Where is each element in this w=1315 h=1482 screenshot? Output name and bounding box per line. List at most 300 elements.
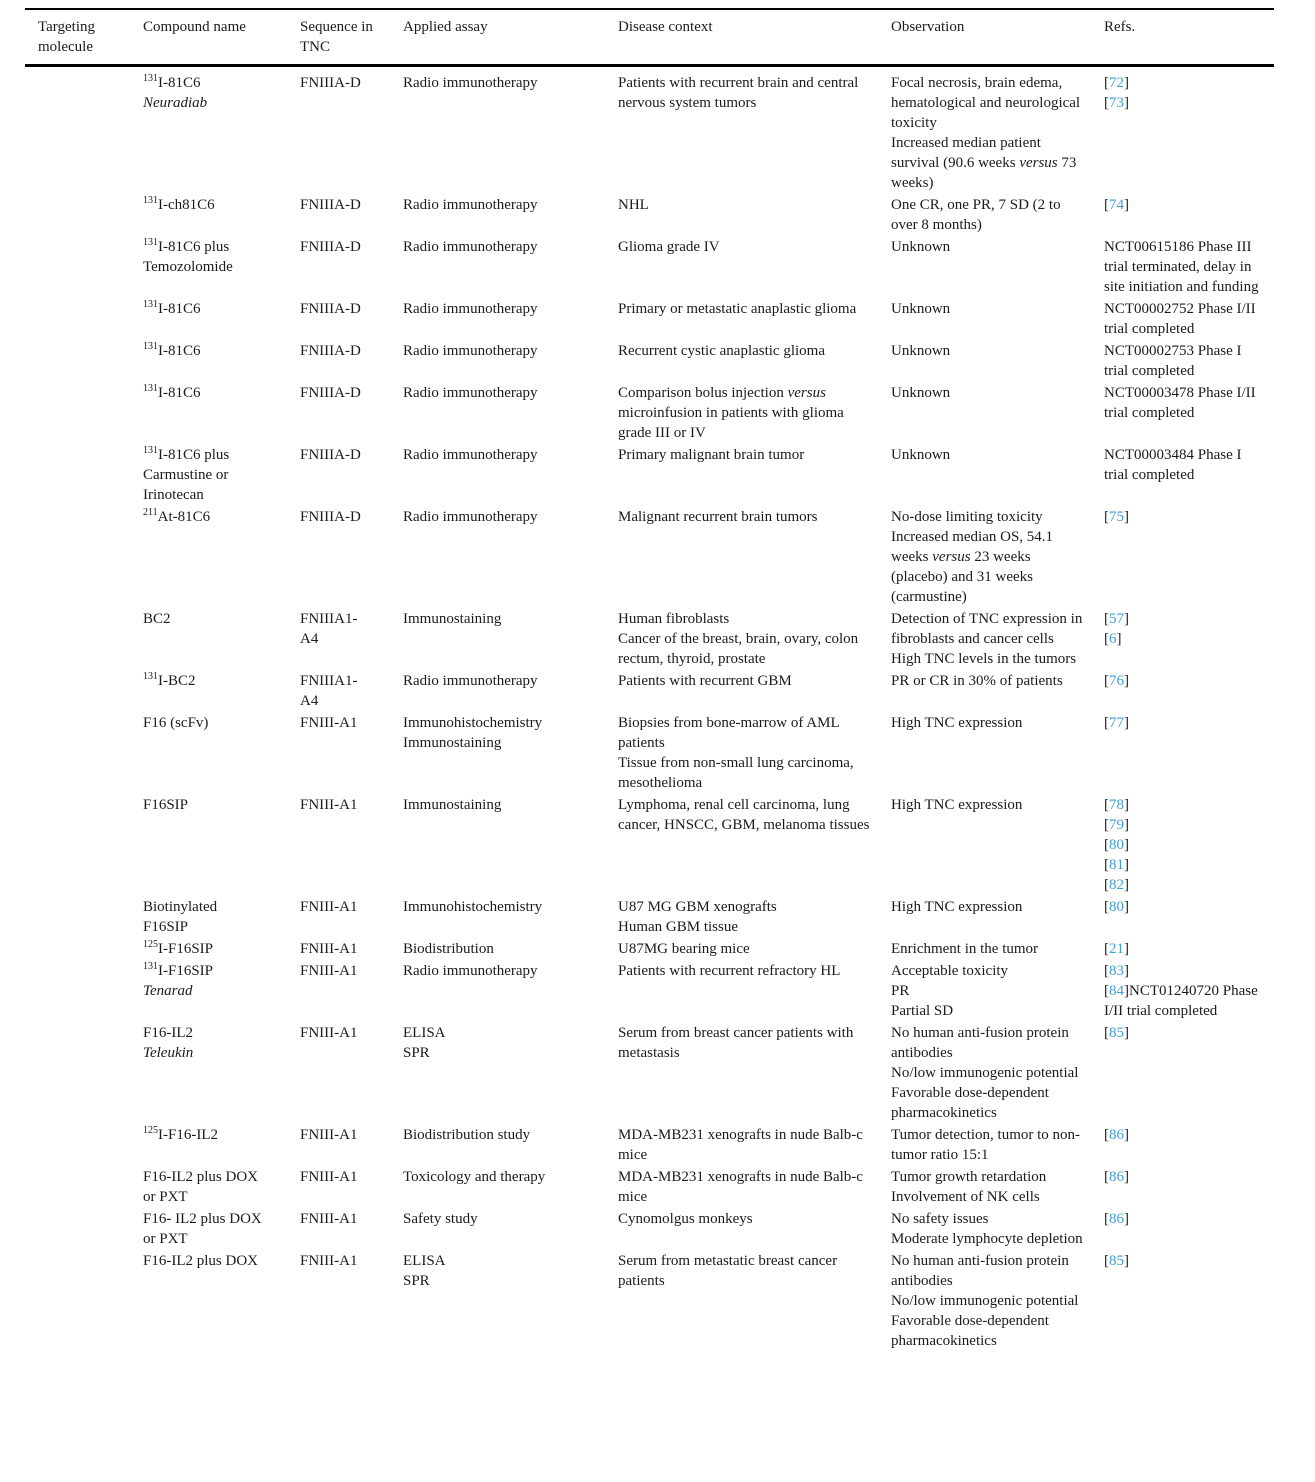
cell-disease bbox=[618, 1167, 891, 1209]
cell-line: Detection of TNC expression in fibroblasts and cancer cells bbox=[891, 611, 1083, 647]
cell-refs bbox=[1104, 195, 1274, 237]
cell-line: Recurrent cystic anaplastic glioma bbox=[618, 343, 826, 359]
cell-sequence bbox=[300, 609, 403, 671]
cell-observation bbox=[891, 713, 1104, 795]
ref-link[interactable]: 84 bbox=[1109, 983, 1124, 999]
ref-link[interactable]: 86 bbox=[1109, 1127, 1124, 1143]
cell-line: One CR, one PR, 7 SD (2 to over 8 months) bbox=[891, 197, 1061, 233]
table-row bbox=[25, 445, 1274, 507]
cell-observation bbox=[891, 299, 1104, 341]
cell-targeting bbox=[25, 671, 143, 713]
table-row bbox=[25, 1209, 1274, 1251]
cell-line: F16-IL2 plus DOX bbox=[143, 1169, 258, 1185]
cell-compound bbox=[143, 66, 300, 196]
cell-line: FNIII-A1 bbox=[300, 1169, 358, 1185]
cell-line: Immunostaining bbox=[403, 735, 502, 751]
cell-line: Primary malignant brain tumor bbox=[618, 447, 805, 463]
cell-line: F16 (scFv) bbox=[143, 715, 209, 731]
cell-line: [75] bbox=[1104, 509, 1129, 525]
cell-targeting bbox=[25, 237, 143, 299]
ref-link[interactable]: 21 bbox=[1109, 941, 1124, 957]
cell-disease bbox=[618, 961, 891, 1023]
cell-line: Radio immunotherapy bbox=[403, 447, 538, 463]
cell-targeting bbox=[25, 1209, 143, 1251]
cell-disease bbox=[618, 1251, 891, 1353]
cell-line: Favorable dose-dependent pharmacokinetics bbox=[891, 1085, 1049, 1121]
cell-disease bbox=[618, 713, 891, 795]
cell-targeting bbox=[25, 1167, 143, 1209]
cell-sequence bbox=[300, 299, 403, 341]
cell-line: Biotinylated bbox=[143, 899, 218, 915]
cell-targeting bbox=[25, 609, 143, 671]
ref-link[interactable]: 86 bbox=[1109, 1169, 1124, 1185]
cell-line: Serum from metastatic breast cancer patients bbox=[618, 1253, 838, 1289]
cell-line: Tumor detection, tumor to non-tumor ratio 15:1 bbox=[891, 1127, 1081, 1163]
cell-line: U87MG bearing mice bbox=[618, 941, 750, 957]
cell-line: A4 bbox=[300, 631, 319, 647]
cell-line: [79] bbox=[1104, 817, 1129, 833]
cell-observation bbox=[891, 1251, 1104, 1353]
table-row bbox=[25, 66, 1274, 196]
ref-link[interactable]: 81 bbox=[1109, 857, 1124, 873]
cell-compound bbox=[143, 1125, 300, 1167]
cell-line: Biodistribution study bbox=[403, 1127, 531, 1143]
cell-line: Biopsies from bone-marrow of AML patients bbox=[618, 715, 840, 751]
column-header-disease-context: Disease context bbox=[618, 9, 891, 66]
cell-line: NCT00003478 Phase I/II trial completed bbox=[1104, 385, 1256, 421]
table-row bbox=[25, 961, 1274, 1023]
ref-link[interactable]: 6 bbox=[1109, 631, 1117, 647]
cell-line: FNIIIA-D bbox=[300, 447, 361, 463]
table-row bbox=[25, 939, 1274, 961]
cell-compound bbox=[143, 507, 300, 609]
cell-assay bbox=[403, 939, 618, 961]
cell-line: Tissue from non-small lung carcinoma, mesothelioma bbox=[618, 755, 854, 791]
cell-refs bbox=[1104, 237, 1274, 299]
cell-line: Unknown bbox=[891, 301, 951, 317]
cell-line: Focal necrosis, brain edema, hematological and neurological toxicity bbox=[891, 75, 1081, 131]
cell-line: Radio immunotherapy bbox=[403, 963, 538, 979]
cell-line: FNIII-A1 bbox=[300, 1025, 358, 1041]
cell-observation bbox=[891, 383, 1104, 445]
cell-observation bbox=[891, 1023, 1104, 1125]
cell-targeting bbox=[25, 713, 143, 795]
cell-sequence bbox=[300, 1209, 403, 1251]
table-row bbox=[25, 237, 1274, 299]
ref-link[interactable]: 80 bbox=[1109, 837, 1124, 853]
cell-line: [86] bbox=[1104, 1211, 1129, 1227]
cell-targeting bbox=[25, 341, 143, 383]
cell-line: $^{131}$I-81C6 bbox=[143, 73, 201, 91]
cell-sequence bbox=[300, 1251, 403, 1353]
ref-link[interactable]: 72 bbox=[1109, 75, 1124, 91]
cell-line: NCT00002752 Phase I/II trial completed bbox=[1104, 301, 1256, 337]
cell-line: Involvement of NK cells bbox=[891, 1189, 1040, 1205]
cell-line: NHL bbox=[618, 197, 649, 213]
cell-line: F16-IL2 bbox=[143, 1025, 193, 1041]
cell-line: Lymphoma, renal cell carcinoma, lung cancer, HNSCC, GBM, melanoma tissues bbox=[618, 797, 870, 833]
cell-refs bbox=[1104, 609, 1274, 671]
ref-link[interactable]: 57 bbox=[1109, 611, 1124, 627]
cell-line: High TNC expression bbox=[891, 899, 1023, 915]
cell-refs bbox=[1104, 507, 1274, 609]
cell-line: [82] bbox=[1104, 877, 1129, 893]
cell-line: No safety issues bbox=[891, 1211, 989, 1227]
cell-line: Teleukin bbox=[143, 1045, 194, 1061]
cell-sequence bbox=[300, 713, 403, 795]
cell-refs bbox=[1104, 341, 1274, 383]
ref-link[interactable]: 73 bbox=[1109, 95, 1124, 111]
cell-targeting bbox=[25, 795, 143, 897]
cell-line: Patients with recurrent refractory HL bbox=[618, 963, 841, 979]
cell-assay bbox=[403, 237, 618, 299]
table-row bbox=[25, 897, 1274, 939]
ref-link[interactable]: 82 bbox=[1109, 877, 1124, 893]
cell-line: Neuradiab bbox=[143, 95, 208, 111]
cell-line: or PXT bbox=[143, 1189, 188, 1205]
table-row bbox=[25, 299, 1274, 341]
cell-disease bbox=[618, 671, 891, 713]
cell-line: [76] bbox=[1104, 673, 1129, 689]
cell-targeting bbox=[25, 1251, 143, 1353]
column-header-compound-name: Compound name bbox=[143, 9, 300, 66]
cell-line: No/low immunogenic potential bbox=[891, 1293, 1079, 1309]
cell-line: $^{131}$I-81C6 bbox=[143, 383, 201, 401]
table-row bbox=[25, 671, 1274, 713]
cell-sequence bbox=[300, 939, 403, 961]
cell-line: Irinotecan bbox=[143, 487, 204, 503]
cell-line: F16SIP bbox=[143, 797, 189, 813]
cell-compound bbox=[143, 445, 300, 507]
cell-observation bbox=[891, 671, 1104, 713]
cell-line: Radio immunotherapy bbox=[403, 509, 538, 525]
cell-compound bbox=[143, 383, 300, 445]
column-header-applied-assay: Applied assay bbox=[403, 9, 618, 66]
ref-link[interactable]: 76 bbox=[1109, 673, 1124, 689]
cell-sequence bbox=[300, 1167, 403, 1209]
cell-observation bbox=[891, 939, 1104, 961]
cell-refs bbox=[1104, 383, 1274, 445]
cell-sequence bbox=[300, 237, 403, 299]
cell-line: FNIIIA1- bbox=[300, 673, 358, 689]
cell-observation bbox=[891, 445, 1104, 507]
cell-compound bbox=[143, 237, 300, 299]
cell-refs bbox=[1104, 713, 1274, 795]
cell-line: Acceptable toxicity bbox=[891, 963, 1009, 979]
cell-line: High TNC expression bbox=[891, 715, 1023, 731]
cell-disease bbox=[618, 445, 891, 507]
cell-line: NCT00003484 Phase I trial completed bbox=[1104, 447, 1242, 483]
cell-line: Cancer of the breast, brain, ovary, colon rectum, thyroid, prostate bbox=[618, 631, 859, 667]
cell-targeting bbox=[25, 1023, 143, 1125]
cell-sequence bbox=[300, 383, 403, 445]
cell-line: Radio immunotherapy bbox=[403, 385, 538, 401]
cell-line: A4 bbox=[300, 693, 319, 709]
cell-assay bbox=[403, 299, 618, 341]
cell-line: FNIIIA-D bbox=[300, 343, 361, 359]
cell-disease bbox=[618, 383, 891, 445]
cell-compound bbox=[143, 609, 300, 671]
cell-assay bbox=[403, 507, 618, 609]
cell-line: Favorable dose-dependent pharmacokinetics bbox=[891, 1313, 1049, 1349]
cell-compound bbox=[143, 939, 300, 961]
cell-compound bbox=[143, 341, 300, 383]
cell-line: $^{131}$I-BC2 bbox=[143, 671, 196, 689]
cell-line: F16SIP bbox=[143, 919, 189, 935]
cell-line: Glioma grade IV bbox=[618, 239, 720, 255]
cell-line: [85] bbox=[1104, 1025, 1129, 1041]
cell-refs bbox=[1104, 1023, 1274, 1125]
cell-refs bbox=[1104, 445, 1274, 507]
cell-line: Immunohistochemistry bbox=[403, 899, 543, 915]
cell-assay bbox=[403, 795, 618, 897]
cell-sequence bbox=[300, 961, 403, 1023]
cell-line: Biodistribution bbox=[403, 941, 494, 957]
cell-targeting bbox=[25, 897, 143, 939]
cell-line: Tumor growth retardation bbox=[891, 1169, 1047, 1185]
cell-line: High TNC levels in the tumors bbox=[891, 651, 1077, 667]
cell-line: Radio immunotherapy bbox=[403, 197, 538, 213]
ref-link[interactable]: 79 bbox=[1109, 817, 1124, 833]
cell-targeting bbox=[25, 383, 143, 445]
cell-line: High TNC expression bbox=[891, 797, 1023, 813]
cell-line: [74] bbox=[1104, 197, 1129, 213]
cell-refs bbox=[1104, 897, 1274, 939]
cell-assay bbox=[403, 1167, 618, 1209]
cell-observation bbox=[891, 195, 1104, 237]
cell-observation bbox=[891, 1125, 1104, 1167]
cell-line: [83] bbox=[1104, 963, 1129, 979]
cell-compound bbox=[143, 1209, 300, 1251]
cell-line: Immunostaining bbox=[403, 611, 502, 627]
cell-line: Enrichment in the tumor bbox=[891, 941, 1039, 957]
cell-line: Carmustine or bbox=[143, 467, 229, 483]
cell-line: Radio immunotherapy bbox=[403, 301, 538, 317]
table-row bbox=[25, 795, 1274, 897]
cell-observation bbox=[891, 961, 1104, 1023]
cell-line: Radio immunotherapy bbox=[403, 343, 538, 359]
cell-line: FNIII-A1 bbox=[300, 899, 358, 915]
table-row bbox=[25, 195, 1274, 237]
cell-refs bbox=[1104, 671, 1274, 713]
cell-compound bbox=[143, 671, 300, 713]
cell-line: Serum from breast cancer patients with metastasis bbox=[618, 1025, 854, 1061]
cell-line: [84]NCT01240720 Phase I/II trial completed bbox=[1104, 983, 1258, 1019]
cell-line: Safety study bbox=[403, 1211, 478, 1227]
cell-compound bbox=[143, 299, 300, 341]
cell-targeting bbox=[25, 1125, 143, 1167]
cell-line: F16-IL2 plus DOX bbox=[143, 1253, 258, 1269]
cell-refs bbox=[1104, 795, 1274, 897]
cell-disease bbox=[618, 897, 891, 939]
cell-refs bbox=[1104, 1125, 1274, 1167]
cell-line: FNIIIA-D bbox=[300, 75, 361, 91]
cell-observation bbox=[891, 1167, 1104, 1209]
cell-line: FNIIIA-D bbox=[300, 239, 361, 255]
cell-assay bbox=[403, 961, 618, 1023]
cell-sequence bbox=[300, 671, 403, 713]
cell-targeting bbox=[25, 507, 143, 609]
ref-link[interactable]: 77 bbox=[1109, 715, 1124, 731]
cell-line: FNIIIA-D bbox=[300, 197, 361, 213]
cell-line: Primary or metastatic anaplastic glioma bbox=[618, 301, 857, 317]
cell-line: Comparison bolus injection versus microinfusion in patients with glioma grade III or IV bbox=[618, 385, 844, 441]
cell-sequence bbox=[300, 341, 403, 383]
ref-link[interactable]: 85 bbox=[1109, 1025, 1124, 1041]
cell-compound bbox=[143, 897, 300, 939]
cell-line: Unknown bbox=[891, 343, 951, 359]
cell-compound bbox=[143, 795, 300, 897]
ref-link[interactable]: 83 bbox=[1109, 963, 1124, 979]
column-header-refs: Refs. bbox=[1104, 9, 1274, 66]
cell-line: [86] bbox=[1104, 1169, 1129, 1185]
cell-assay bbox=[403, 66, 618, 196]
cell-line: $^{131}$I-81C6 plus bbox=[143, 445, 230, 463]
cell-line: Radio immunotherapy bbox=[403, 75, 538, 91]
cell-line: NCT00002753 Phase I trial completed bbox=[1104, 343, 1242, 379]
cell-line: Partial SD bbox=[891, 1003, 954, 1019]
cell-line: Radio immunotherapy bbox=[403, 673, 538, 689]
cell-line: U87 MG GBM xenografts bbox=[618, 899, 777, 915]
cell-sequence bbox=[300, 897, 403, 939]
cell-line: Human GBM tissue bbox=[618, 919, 738, 935]
cell-line: $^{131}$I-F16SIP bbox=[143, 961, 214, 979]
cell-assay bbox=[403, 671, 618, 713]
cell-targeting bbox=[25, 195, 143, 237]
cell-line: MDA-MB231 xenografts in nude Balb-c mice bbox=[618, 1127, 863, 1163]
cell-line: Unknown bbox=[891, 385, 951, 401]
table-header bbox=[25, 9, 1274, 66]
cell-line: $^{131}$I-81C6 bbox=[143, 341, 201, 359]
cell-observation bbox=[891, 795, 1104, 897]
cell-compound bbox=[143, 1023, 300, 1125]
ref-link[interactable]: 85 bbox=[1109, 1253, 1124, 1269]
cell-sequence bbox=[300, 66, 403, 196]
table-row bbox=[25, 1023, 1274, 1125]
ref-link[interactable]: 86 bbox=[1109, 1211, 1124, 1227]
cell-targeting bbox=[25, 66, 143, 196]
cell-line: Immunohistochemistry bbox=[403, 715, 543, 731]
cell-line: NCT00615186 Phase III trial terminated, delay in site initiation and funding bbox=[1104, 239, 1259, 295]
cell-assay bbox=[403, 341, 618, 383]
cell-assay bbox=[403, 713, 618, 795]
column-header-sequence-in-tnc: Sequence in TNC bbox=[300, 9, 403, 66]
ref-link[interactable]: 78 bbox=[1109, 797, 1124, 813]
cell-assay bbox=[403, 1209, 618, 1251]
cell-assay bbox=[403, 383, 618, 445]
table-row bbox=[25, 1125, 1274, 1167]
cell-line: [85] bbox=[1104, 1253, 1129, 1269]
cell-line: ELISA bbox=[403, 1025, 446, 1041]
cell-disease bbox=[618, 609, 891, 671]
column-header-targeting-molecule: Targeting molecule bbox=[25, 9, 143, 66]
cell-line: $^{125}$I-F16-IL2 bbox=[143, 1125, 218, 1143]
cell-line: FNIII-A1 bbox=[300, 797, 358, 813]
ref-link[interactable]: 80 bbox=[1109, 899, 1124, 915]
cell-observation bbox=[891, 237, 1104, 299]
cell-line: [80] bbox=[1104, 837, 1129, 853]
ref-link[interactable]: 75 bbox=[1109, 509, 1124, 525]
cell-line: No/low immunogenic potential bbox=[891, 1065, 1079, 1081]
cell-line: $^{125}$I-F16SIP bbox=[143, 939, 214, 957]
cell-line: Increased median patient survival (90.6 weeks versus 73 weeks) bbox=[891, 135, 1077, 191]
cell-line: Toxicology and therapy bbox=[403, 1169, 546, 1185]
cell-line: Unknown bbox=[891, 447, 951, 463]
cell-line: F16- IL2 plus DOX bbox=[143, 1211, 262, 1227]
cell-line: $^{131}$I-ch81C6 bbox=[143, 195, 215, 213]
cell-refs bbox=[1104, 66, 1274, 196]
cell-observation bbox=[891, 1209, 1104, 1251]
cell-observation bbox=[891, 897, 1104, 939]
cell-line: FNIII-A1 bbox=[300, 1253, 358, 1269]
cell-refs bbox=[1104, 1167, 1274, 1209]
cell-observation bbox=[891, 507, 1104, 609]
cell-line: [73] bbox=[1104, 95, 1129, 111]
table-body bbox=[25, 66, 1274, 1354]
clinical-trials-table bbox=[25, 8, 1274, 1353]
cell-observation bbox=[891, 341, 1104, 383]
cell-line: ELISA bbox=[403, 1253, 446, 1269]
cell-line: Radio immunotherapy bbox=[403, 239, 538, 255]
header-row bbox=[25, 9, 1274, 66]
cell-assay bbox=[403, 445, 618, 507]
cell-refs bbox=[1104, 1251, 1274, 1353]
cell-sequence bbox=[300, 445, 403, 507]
cell-targeting bbox=[25, 445, 143, 507]
cell-disease bbox=[618, 507, 891, 609]
cell-disease bbox=[618, 299, 891, 341]
cell-line: $^{131}$I-81C6 plus bbox=[143, 237, 230, 255]
cell-line: FNIIIA-D bbox=[300, 385, 361, 401]
cell-line: Immunostaining bbox=[403, 797, 502, 813]
column-header-observation: Observation bbox=[891, 9, 1104, 66]
cell-assay bbox=[403, 1023, 618, 1125]
cell-sequence bbox=[300, 1023, 403, 1125]
cell-line: $^{211}$At-81C6 bbox=[143, 507, 211, 525]
cell-line: Patients with recurrent brain and central nervous system tumors bbox=[618, 75, 859, 111]
cell-observation bbox=[891, 66, 1104, 196]
cell-line: SPR bbox=[403, 1045, 430, 1061]
cell-disease bbox=[618, 1023, 891, 1125]
cell-line: Tenarad bbox=[143, 983, 193, 999]
cell-disease bbox=[618, 66, 891, 196]
ref-link[interactable]: 74 bbox=[1109, 197, 1124, 213]
cell-line: SPR bbox=[403, 1273, 430, 1289]
cell-assay bbox=[403, 195, 618, 237]
cell-line: No-dose limiting toxicity bbox=[891, 509, 1043, 525]
cell-assay bbox=[403, 897, 618, 939]
cell-line: [78] bbox=[1104, 797, 1129, 813]
cell-line: Unknown bbox=[891, 239, 951, 255]
cell-assay bbox=[403, 1251, 618, 1353]
cell-compound bbox=[143, 195, 300, 237]
cell-assay bbox=[403, 1125, 618, 1167]
cell-refs bbox=[1104, 1209, 1274, 1251]
cell-line: Malignant recurrent brain tumors bbox=[618, 509, 818, 525]
cell-line: [72] bbox=[1104, 75, 1129, 91]
table-row bbox=[25, 1251, 1274, 1353]
cell-sequence bbox=[300, 195, 403, 237]
cell-refs bbox=[1104, 299, 1274, 341]
cell-sequence bbox=[300, 795, 403, 897]
cell-line: $^{131}$I-81C6 bbox=[143, 299, 201, 317]
cell-line: Increased median OS, 54.1 weeks versus 23 weeks (placebo) and 31 weeks (carmustine) bbox=[891, 529, 1054, 605]
cell-sequence bbox=[300, 507, 403, 609]
cell-line: [80] bbox=[1104, 899, 1129, 915]
cell-compound bbox=[143, 713, 300, 795]
cell-line: FNIIIA-D bbox=[300, 509, 361, 525]
cell-targeting bbox=[25, 939, 143, 961]
